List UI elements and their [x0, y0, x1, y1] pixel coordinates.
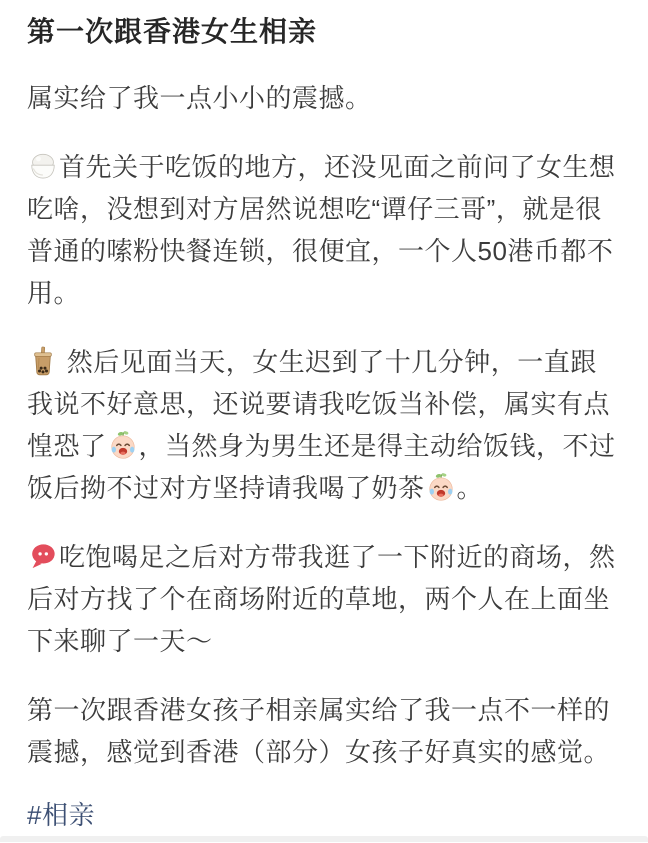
- text-run: ，当然身为男生还是得主动给饭钱，不过饭后拗不过对方坚持请我喝了奶茶: [27, 431, 616, 503]
- post-paragraph: [27, 146, 621, 314]
- text-run: 然后见面当天，女生迟到了十几分钟，一直跟我说不好意思，还说要请我吃饭当补偿，属实有点惶恐了: [27, 347, 611, 461]
- text-run: 属实给了我一点小小的震撼。: [27, 83, 372, 113]
- post-paragraph: [27, 536, 621, 662]
- text-run: 首先关于吃饭的地方，还没见面之前问了女生想吃啥，没想到对方居然说想吃“谭仔三哥”，就是很普通的嗦粉快餐连锁，很便宜，一个人50港币都不用。: [27, 152, 616, 308]
- post-title: 第一次跟香港女生相亲: [27, 16, 318, 47]
- bubble-tea-emoji: [28, 346, 58, 376]
- post-body: [27, 77, 621, 773]
- crying-sprout-face-emoji: [108, 430, 138, 460]
- hashtag-xiangqin[interactable]: #相亲: [27, 800, 95, 830]
- text-run: 。: [456, 473, 484, 503]
- next-section-divider: [0, 836, 648, 842]
- rice-bowl-emoji: [28, 151, 58, 181]
- post-paragraph: [27, 77, 621, 119]
- text-run: 第一次跟香港女孩子相亲属实给了我一点不一样的震撼，感觉到香港（部分）女孩子好真实的感觉。: [27, 695, 611, 767]
- red-speech-bubble-emoji: [28, 541, 58, 571]
- post-paragraph: [27, 689, 621, 773]
- text-run: 吃饱喝足之后对方带我逛了一下附近的商场，然后对方找了个在商场附近的草地，两个人在上面坐下来聊了一天～: [27, 542, 616, 656]
- crying-sprout-face-emoji: [426, 472, 456, 502]
- post-paragraph: [27, 341, 621, 509]
